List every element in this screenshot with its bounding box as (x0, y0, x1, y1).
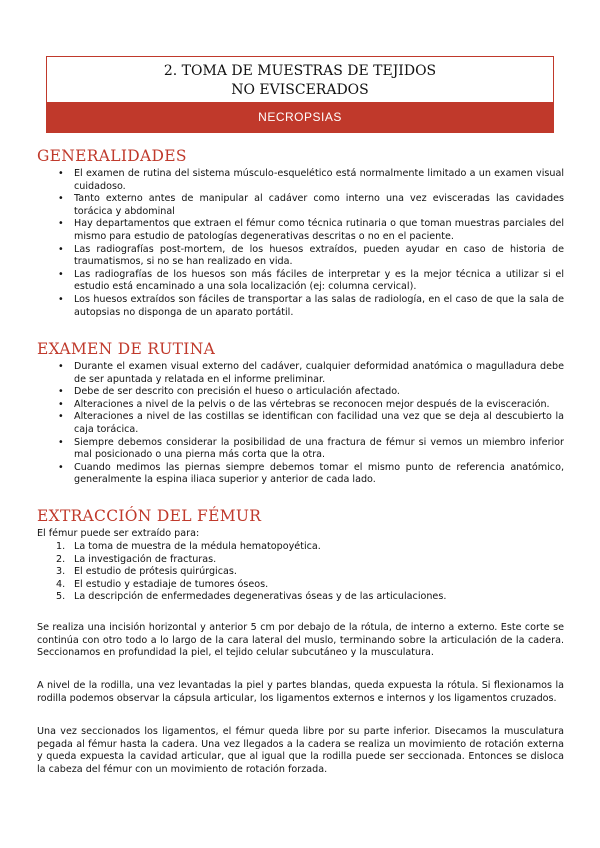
item-text: La toma de muestra de la médula hematopoyética. (74, 541, 321, 552)
list-item: • Hay departamentos que extraen el fémur como técnica rutinaria o que toman muestras parciales del mismo para estudio de patologías degenerativas descritas o no en el paciente. (56, 218, 564, 243)
item-number: 4. (56, 578, 66, 590)
item-text: La descripción de enfermedades degenerativas óseas y de las articulaciones. (74, 591, 447, 603)
list-item: • Siempre debemos considerar la posibilidad de una fractura de fémur si vemos un miembro inferior mal posicionado o una pierna más corta que la otra. (56, 437, 564, 462)
item-number: 5. (56, 591, 66, 603)
section-banner: NECROPSIAS (46, 102, 554, 133)
paragraph-incision: Se realiza una incisión horizontal y anterior 5 cm por debajo de la rótula, de interno a externo. Este corte se continúa con otro todo a lo largo de la cara lateral del muslo, terminando sobre la articulación de la cadera. Seccionamos en profundidad la piel, el tejido celular subcutáneo y la musculatura. (37, 622, 564, 659)
list-item (56, 579, 564, 592)
list-item: • Las radiografías post-mortem, de los huesos extraídos, pueden ayudar en caso de historia de traumatismos, si no se han realizado en vida. (56, 244, 564, 269)
item-text: El estudio y estadiaje de tumores óseos. (74, 578, 269, 590)
list-item: • Las radiografías de los huesos son más fáciles de interpretar y es la mejor técnica a utilizar si el estudio está encaminado a una sola localización (ej: columna cervical). (56, 269, 564, 294)
bullets-examen-rutina (56, 361, 564, 487)
list-item (56, 541, 564, 554)
bullets-generalidades (56, 168, 564, 319)
list-item (56, 591, 564, 604)
item-number: 2. (56, 553, 66, 565)
item-number: 1. (56, 541, 66, 552)
list-item: • El examen de rutina del sistema músculo-esquelético está normalmente limitado a un examen visual cuidadoso. (56, 168, 564, 193)
list-item (56, 566, 564, 579)
title-line-1: 2. TOMA DE MUESTRAS DE TEJIDOS (163, 63, 437, 79)
intro-text: El fémur puede ser extraído para: (37, 528, 200, 539)
numbered-list (56, 541, 564, 604)
list-item: • Cuando medimos las piernas siempre debemos tomar el mismo punto de referencia anatómico, generalmente la espina iliaca superior y anterior de cada lado. (56, 462, 564, 487)
heading-generalidades: GENERALIDADES (37, 147, 187, 165)
item-number: 3. (56, 566, 66, 578)
heading-extraccion-femur: EXTRACCIÓN DEL FÉMUR (37, 507, 262, 525)
item-text: El estudio de prótesis quirúrgicas. (74, 566, 237, 578)
paragraph-rodilla: A nivel de la rodilla, una vez levantadas la piel y partes blandas, queda expuesta la rótula. Si flexionamos la rodilla podemos observar la cápsula articular, los ligamentos externos e internos y los ligamentos cruzados. (37, 680, 564, 704)
paragraph-ligamentos: Una vez seccionados los ligamentos, el fémur queda libre por su parte inferior. Disecamos la musculatura pegada al fémur hasta la cadera. Una vez llegados a la cadera se realiza un movimiento de rotación externa y queda expuesta la cavidad articular, que al igual que la rodilla puede ser seccionada. Entonces se disloca la cabeza del fémur con un movimiento de rotación forzada. (37, 726, 564, 775)
list-item: • Alteraciones a nivel de las costillas se identifican con facilidad una vez que se deja al descubierto la caja torácica. (56, 411, 564, 436)
item-text: La investigación de fracturas. (74, 553, 217, 565)
list-item: • Durante el examen visual externo del cadáver, cualquier deformidad anatómica o magulladura debe de ser apuntada y relatada en el informe preliminar. (56, 361, 564, 386)
list-item (56, 554, 564, 567)
list-item: • Debe de ser descrito con precisión el hueso o articulación afectado. (56, 386, 564, 399)
list-item: • Alteraciones a nivel de la pelvis o de las vértebras se reconocen mejor después de la evisceración. (56, 399, 564, 412)
title-box (46, 56, 554, 102)
heading-examen-rutina: EXAMEN DE RUTINA (37, 340, 216, 358)
title-line-2: NO EVISCERADOS (231, 82, 369, 98)
list-item: • Tanto externo antes de manipular al cadáver como interno una vez evisceradas las cavidades torácica y abdominal (56, 193, 564, 218)
list-item: • Los huesos extraídos son fáciles de transportar a las salas de radiología, en el caso de que la sala de autopsias no disponga de un aparato portátil. (56, 294, 564, 319)
